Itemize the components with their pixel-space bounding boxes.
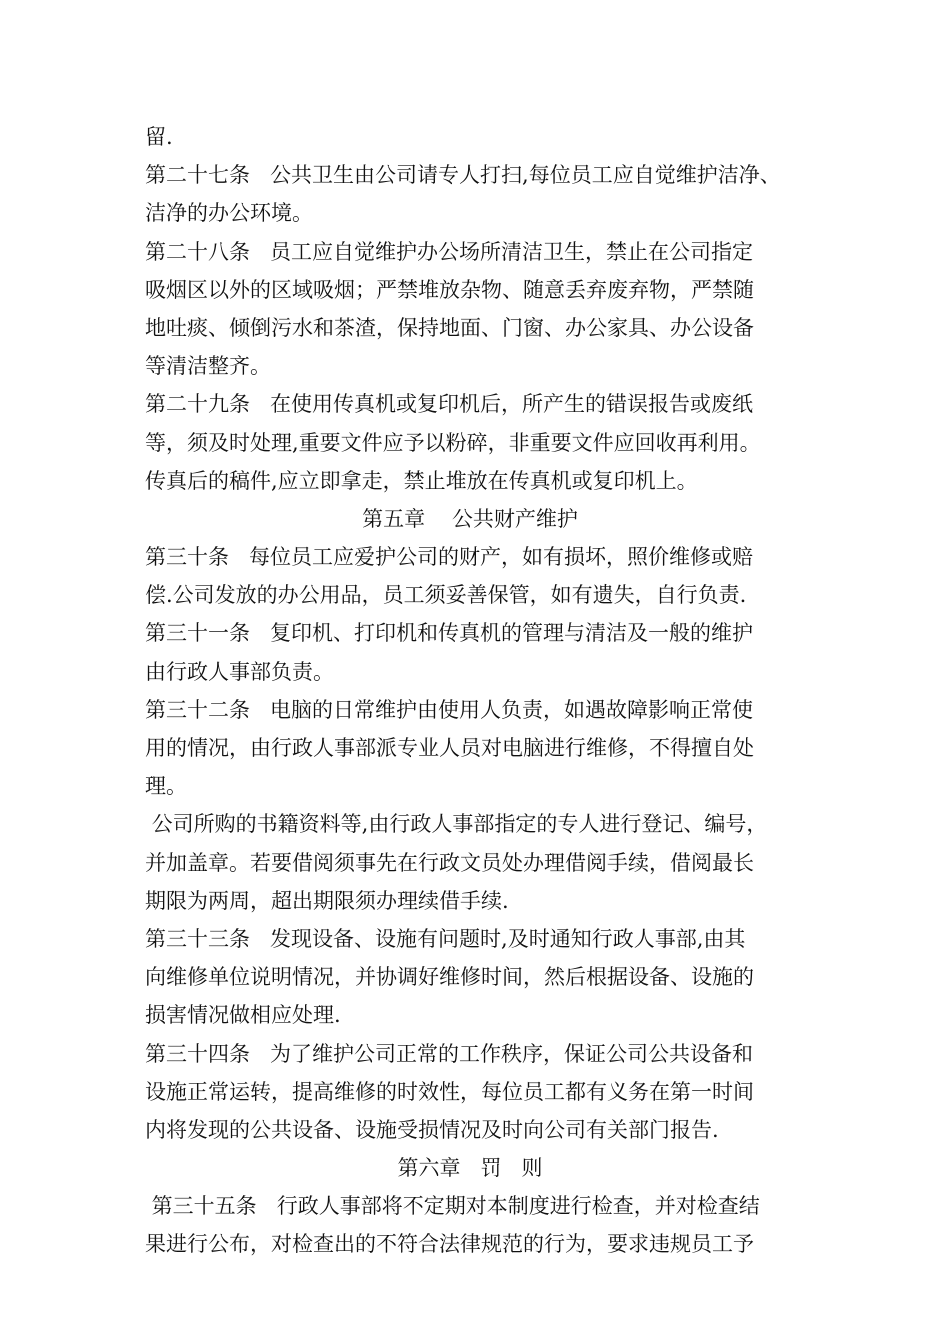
text-line: 第二十九条 在使用传真机或复印机后，所产生的错误报告或废纸 — [145, 392, 754, 417]
text-line: 偿.公司发放的办公用品，员工须妥善保管，如有遗失，自行负责. — [145, 583, 747, 608]
text-line: 公司所购的书籍资料等,由行政人事部指定的专人进行登记、编号， — [145, 812, 768, 837]
text-line: 洁净的办公环境。 — [145, 201, 313, 226]
text-line: 第三十二条 电脑的日常维护由使用人负责，如遇故障影响正常使 — [145, 697, 754, 722]
text-line: 损害情况做相应处理. — [145, 1003, 341, 1028]
document-body — [145, 118, 825, 1264]
text-line: 第三十三条 发现设备、设施有问题时,及时通知行政人事部,由其 — [145, 926, 746, 951]
text-line: 内将发现的公共设备、设施受损情况及时向公司有关部门报告. — [145, 1117, 719, 1142]
text-line: 地吐痰、倾倒污水和茶渣，保持地面、门窗、办公家具、办公设备 — [145, 315, 754, 340]
text-line: 吸烟区以外的区域吸烟；严禁堆放杂物、随意丢弃废弃物，严禁随 — [145, 277, 754, 302]
text-line: 并加盖章。若要借阅须事先在行政文员处办理借阅手续，借阅最长 — [145, 850, 754, 875]
chapter-heading: 第五章 公共财产维护 — [362, 506, 578, 531]
text-line: 由行政人事部负责。 — [145, 659, 334, 684]
text-line: 用的情况，由行政人事部派专业人员对电脑进行维修，不得擅自处 — [145, 736, 754, 760]
text-line: 第二十八条 员工应自觉维护办公场所清洁卫生，禁止在公司指定 — [145, 239, 754, 264]
text-line: 期限为两周，超出期限须办理续借手续. — [145, 888, 509, 913]
text-line: 果进行公布，对检查出的不符合法律规范的行为，要求违规员工予 — [145, 1232, 754, 1257]
text-line: 第三十一条 复印机、打印机和传真机的管理与清洁及一般的维护 — [145, 621, 754, 646]
text-line: 第三十五条 行政人事部将不定期对本制度进行检查，并对检查结 — [145, 1194, 760, 1219]
text-line: 留. — [145, 125, 173, 149]
text-line: 等清洁整齐。 — [145, 354, 271, 379]
text-line: 第三十条 每位员工应爱护公司的财产，如有损坏，照价维修或赔 — [145, 545, 754, 570]
text-line: 设施正常运转，提高维修的时效性，每位员工都有义务在第一时间 — [145, 1079, 754, 1104]
text-line: 第二十七条 公共卫生由公司请专人打扫,每位员工应自觉维护洁净、 — [145, 163, 781, 188]
chapter-heading: 第六章 罚 则 — [397, 1156, 543, 1181]
text-line: 理。 — [145, 774, 187, 799]
text-line: 向维修单位说明情况，并协调好维修时间，然后根据设备、设施的 — [145, 965, 754, 990]
text-line: 第三十四条 为了维护公司正常的工作秩序，保证公司公共设备和 — [145, 1041, 754, 1066]
text-line: 等，须及时处理,重要文件应予以粉碎，非重要文件应回收再利用。 — [145, 430, 761, 455]
text-line: 传真后的稿件,应立即拿走，禁止堆放在传真机或复印机上。 — [145, 468, 698, 493]
